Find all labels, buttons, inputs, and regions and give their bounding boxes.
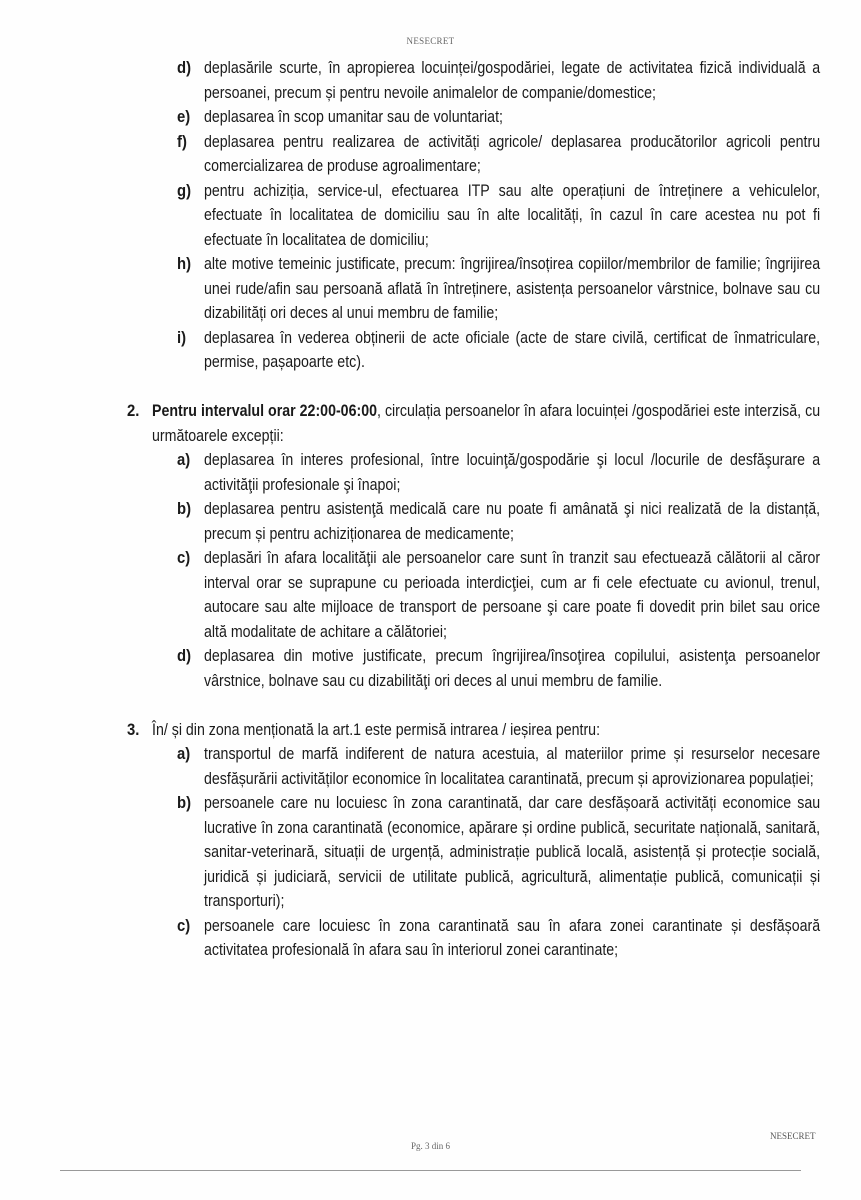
list-item	[177, 252, 821, 326]
list-item	[177, 179, 821, 253]
section-text: În/ și din zona menționată la art.1 este permisă intrarea / ieșirea pentru:	[152, 720, 601, 739]
item-text: deplasarea în interes profesional, între locuinţă/gospodărie şi locul /locurile de desfăşurare a activităţii profesionale şi înapoi;	[204, 451, 821, 494]
item-text: persoanele care locuiesc în zona carantinată sau în afara zonei carantinate și desfășoară activitatea profesională în afara sau în interiorul zonei carantinate;	[204, 916, 821, 959]
item-label: b)	[177, 500, 192, 518]
section-body: , circulația persoanelor în afara locuinței /gospodăriei este interzisă, cu următoarele excepții:	[152, 402, 821, 445]
item-label: d)	[177, 59, 192, 77]
item-label: e)	[177, 108, 191, 126]
item-label: d)	[177, 647, 192, 665]
item-text: transportul de marfă indiferent de natura acestuia, al materiilor prime și resurselor necesare desfășurării activităților economice în localitatea carantinată, precum și aprovizionarea populației;	[204, 745, 821, 788]
list-item	[177, 56, 821, 105]
section-2-heading	[127, 399, 821, 448]
section-number: 3.	[127, 720, 140, 739]
page-indicator: Pg. 3 din 6	[410, 1141, 450, 1151]
item-text: deplasarea pentru realizarea de activități agricole/ deplasarea producătorilor agricoli pentru comercializarea de produse agroalimentare;	[204, 132, 821, 175]
footer-classification: NESECRET	[770, 1131, 816, 1141]
list-item	[177, 497, 821, 546]
section-3-heading	[127, 718, 820, 743]
section-bold-lead: Pentru intervalul orar 22:00-06:00	[152, 402, 377, 420]
footer-divider	[60, 1170, 801, 1171]
item-text: deplasarea în scop umanitar sau de voluntariat;	[204, 108, 503, 126]
item-text: deplasarea în vederea obținerii de acte oficiale (acte de stare civilă, certificat de înmatriculare, permise, pașapoarte etc).	[204, 328, 821, 371]
list-item	[177, 742, 821, 791]
item-label: f)	[177, 132, 187, 151]
item-text: deplasările scurte, în apropierea locuinței/gospodăriei, legate de activitatea fizică individuală a persoanei, precum și pentru nevoile animalelor de companie/domestice;	[204, 59, 821, 102]
item-text: deplasări în afara localităţii ale persoanelor care sunt în tranzit sau efectuează călătorii al căror interval orar se suprapune cu perioada interdicţiei, cum ar fi cele efectuate cu avionul, trenul, autocare sau alte mijloace de transport de persoane şi care poate fi dovedit prin bilet sau orice altă modalitate de achitare a călătoriei;	[204, 549, 821, 641]
item-label: c)	[177, 549, 191, 567]
section-number: 2.	[127, 402, 140, 420]
item-label: c)	[177, 916, 191, 935]
item-text: deplasarea pentru asistenţă medicală care nu poate fi amânată şi nici realizată de la distanță, precum și pentru achiziționarea de medicamente;	[204, 500, 821, 543]
item-text: deplasarea din motive justificate, precum îngrijirea/însoţirea copilului, asistenţa persoanelor vârstnice, bolnave sau cu dizabilităţi ori deces al unui membru de familie.	[204, 647, 821, 690]
item-label: b)	[177, 794, 192, 812]
item-label: g)	[177, 181, 192, 200]
header-classification: NESECRET	[406, 36, 455, 46]
list-item	[177, 130, 821, 179]
list-item	[177, 448, 821, 497]
item-label: h)	[177, 255, 192, 273]
list-item	[177, 105, 820, 130]
item-label: a)	[177, 745, 191, 763]
item-text: pentru achiziția, service-ul, efectuarea ITP sau alte operațiuni de întreținere a vehiculelor, efectuate în localitatea de domiciliu sau în alte localități, în cazul în care acestea nu pot fi efectuate în localitatea de domiciliu;	[204, 181, 821, 249]
section-text	[152, 399, 820, 448]
list-item	[177, 791, 821, 914]
item-label: a)	[177, 451, 191, 469]
document-body	[0, 56, 861, 963]
list-item	[177, 546, 821, 644]
item-label: i)	[177, 328, 187, 347]
list-item	[177, 326, 821, 375]
item-text: persoanele care nu locuiesc în zona carantinată, dar care desfășoară activități economice sau lucrative în zona carantinată (economice, apărare și ordine publică, securitate națională, sanitară, sanitar-veterinară, situații de urgență, administrație publică locală, asistență și protecție socială, juridică și judiciară, servicii de utilitate publică, agricultură, alimentație publică, comunicații și transporturi);	[204, 794, 821, 910]
item-text: alte motive temeinic justificate, precum: îngrijirea/însoțirea copiilor/membrilor de familie; îngrijirea unei rude/afin sau persoană aflată în întreținere, asistența persoanelor vârstnice, bolnave sau cu dizabilități ori deces al unui membru de familie;	[204, 255, 821, 322]
list-item	[177, 644, 821, 693]
list-item	[177, 914, 821, 963]
